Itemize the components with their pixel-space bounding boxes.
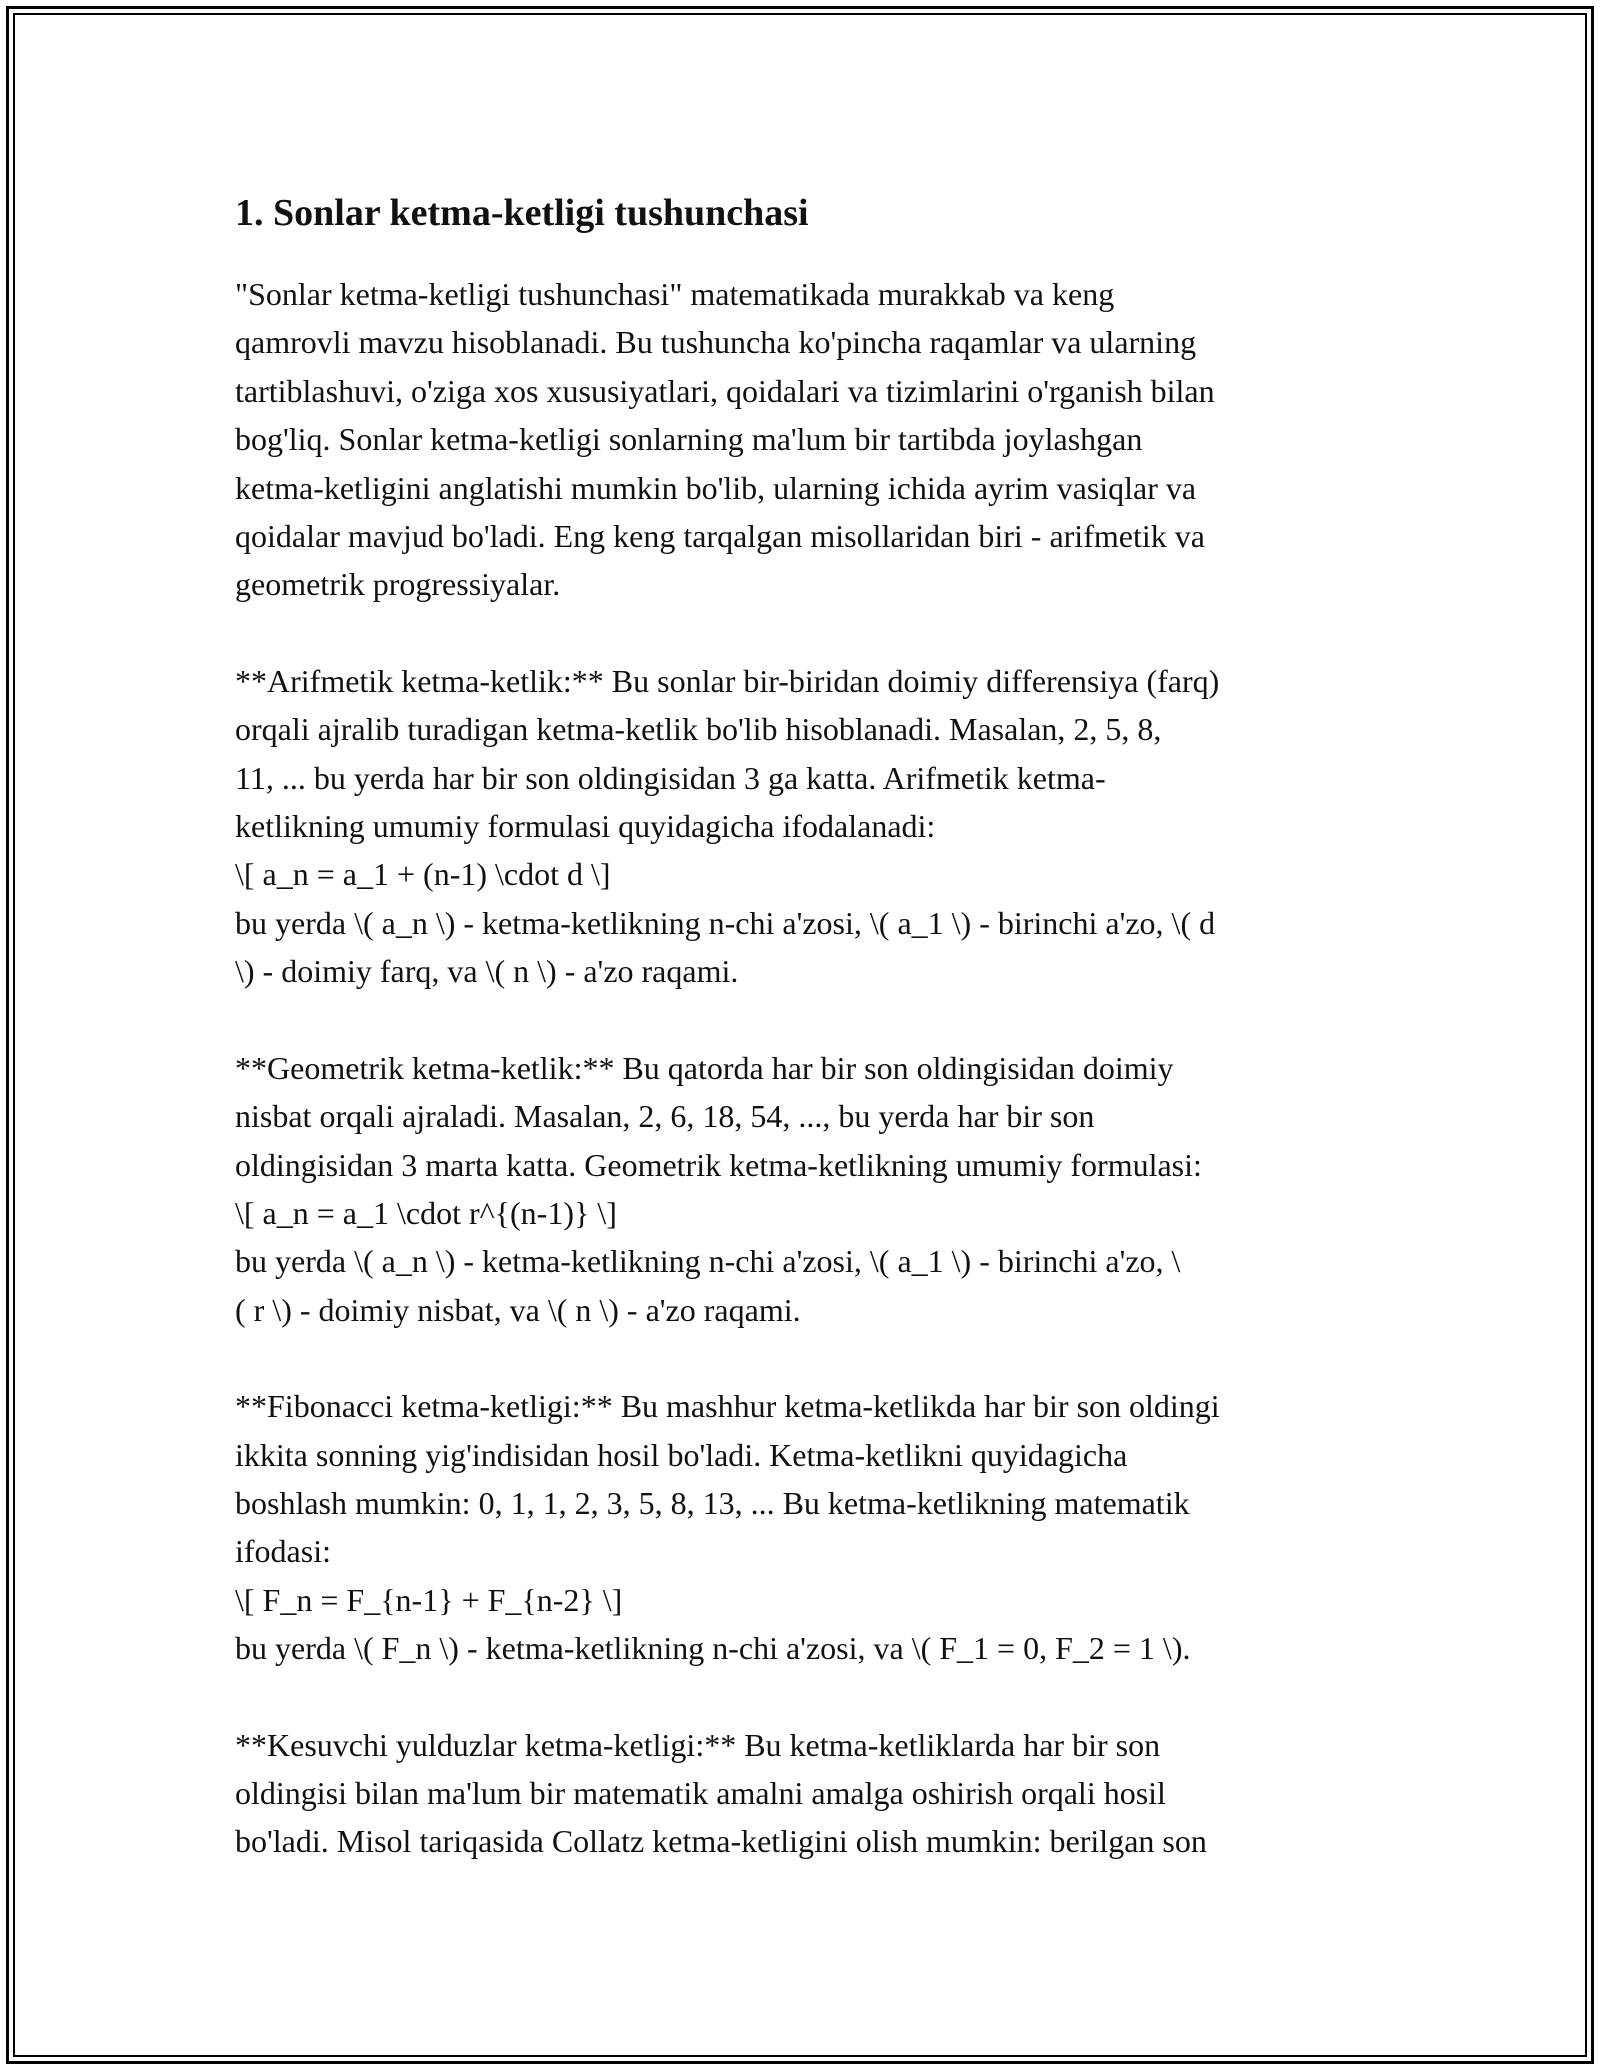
formula-line: \[ a_n = a_1 + (n-1) \cdot d \] (235, 856, 611, 893)
text-line: tartiblashuvi, o'ziga xos xususiyatlari, qoidalari va tizimlarini o'rganish bilan (235, 372, 1215, 409)
paragraph-intro (235, 270, 1375, 609)
text-line: **Kesuvchi yulduzlar ketma-ketligi:** Bu ketma-ketliklarda har bir son (235, 1726, 1161, 1763)
paragraph-fibonacci (235, 1382, 1375, 1672)
text-line: ( r \) - doimiy nisbat, va \( n \) - a'zo raqami. (235, 1291, 801, 1328)
paragraph-collatz (235, 1721, 1375, 1866)
text-line: bu yerda \( a_n \) - ketma-ketlikning n-chi a'zosi, \( a_1 \) - birinchi a'zo, \ (235, 1243, 1181, 1280)
text-line: 11, ... bu yerda har bir son oldingisidan 3 ga katta. Arifmetik ketma- (235, 759, 1106, 796)
text-line: **Geometrik ketma-ketlik:** Bu qatorda har bir son oldingisidan doimiy (235, 1049, 1174, 1086)
text-line: orqali ajralib turadigan ketma-ketlik bo'lib hisoblanadi. Masalan, 2, 5, 8, (235, 711, 1162, 748)
text-line: oldingisi bilan ma'lum bir matematik amalni amalga oshirish orqali hosil (235, 1774, 1166, 1811)
text-line: \) - doimiy farq, va \( n \) - a'zo raqami. (235, 953, 739, 990)
text-line: bog'liq. Sonlar ketma-ketligi sonlarning ma'lum bir tartibda joylashgan (235, 421, 1143, 458)
paragraph-arithmetic (235, 657, 1375, 996)
text-line: ketma-ketligini anglatishi mumkin bo'lib, ularning ichida ayrim vasiqlar va (235, 469, 1197, 506)
text-line: bo'ladi. Misol tariqasida Collatz ketma-ketligini olish mumkin: berilgan son (235, 1823, 1207, 1860)
text-line: ikkita sonning yig'indisidan hosil bo'ladi. Ketma-ketlikni quyidagicha (235, 1436, 1128, 1473)
text-line: nisbat orqali ajraladi. Masalan, 2, 6, 18, 54, ..., bu yerda har bir son (235, 1098, 1095, 1135)
paragraph-geometric (235, 1044, 1375, 1334)
text-line: qoidalar mavjud bo'ladi. Eng keng tarqalgan misollaridan biri - arifmetik va (235, 518, 1205, 555)
text-line: oldingisidan 3 marta katta. Geometrik ketma-ketlikning umumiy formulasi: (235, 1146, 1202, 1183)
text-line: boshlash mumkin: 0, 1, 1, 2, 3, 5, 8, 13, ... Bu ketma-ketlikning matematik (235, 1484, 1190, 1521)
document-page (235, 186, 1375, 1914)
formula-line: \[ F_n = F_{n-1} + F_{n-2} \] (235, 1581, 623, 1618)
text-line: **Fibonacci ketma-ketligi:** Bu mashhur ketma-ketlikda har bir son oldingi (235, 1388, 1220, 1425)
text-line: qamrovli mavzu hisoblanadi. Bu tushuncha ko'pincha raqamlar va ularning (235, 324, 1197, 361)
text-line: ketlikning umumiy formulasi quyidagicha ifodalanadi: (235, 808, 936, 845)
section-heading: 1. Sonlar ketma-ketligi tushunchasi (235, 192, 809, 234)
text-line: bu yerda \( a_n \) - ketma-ketlikning n-chi a'zosi, \( a_1 \) - birinchi a'zo, \( d (235, 904, 1216, 941)
text-line: "Sonlar ketma-ketligi tushunchasi" matematikada murakkab va keng (235, 276, 1115, 312)
text-line: geometrik progressiyalar. (235, 566, 561, 603)
text-line: **Arifmetik ketma-ketlik:** Bu sonlar bir-biridan doimiy differensiya (farq) (235, 662, 1220, 699)
text-line: ifodasi: (235, 1533, 331, 1570)
text-line: bu yerda \( F_n \) - ketma-ketlikning n-chi a'zosi, va \( F_1 = 0, F_2 = 1 \). (235, 1630, 1191, 1667)
formula-line: \[ a_n = a_1 \cdot r^{(n-1)} \] (235, 1194, 617, 1231)
